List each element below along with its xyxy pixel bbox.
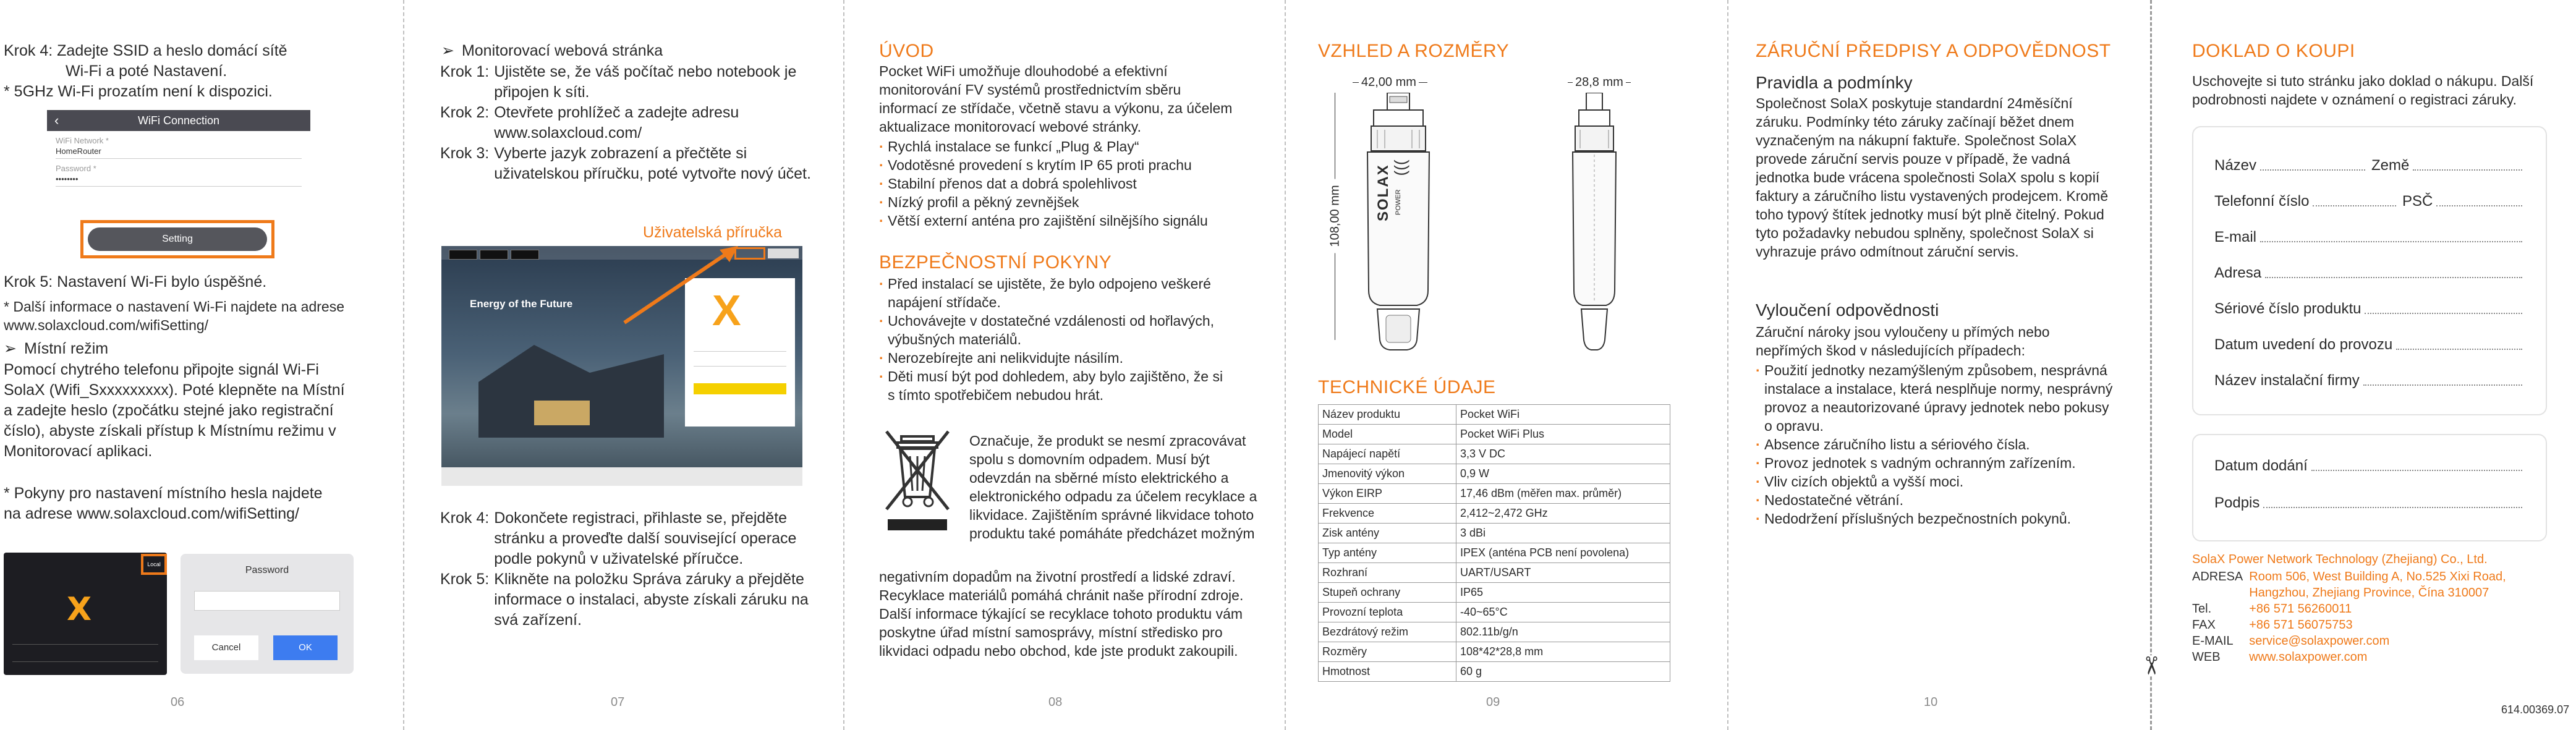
field-signature[interactable] [2214, 494, 2526, 512]
dim-width [1353, 75, 1427, 90]
spec-value: Pocket WiFi [1456, 405, 1670, 425]
fold-line [1285, 0, 1286, 730]
contact-label: FAX [2192, 618, 2216, 632]
page-number: 06 [171, 695, 185, 709]
contact-label: WEB [2192, 650, 2221, 664]
spec-row [1319, 583, 1670, 603]
page-11 [2192, 0, 2575, 730]
step-text: Ujistěte se, že váš počítač nebo notebook je připojen k síti. [494, 63, 797, 101]
delivery-form [2192, 434, 2547, 541]
spec-label: Typ antény [1319, 543, 1456, 563]
page-10 [1756, 0, 2127, 730]
spec-value: 802.11b/g/n [1456, 622, 1670, 642]
web-title [441, 41, 663, 61]
spec-value: IP65 [1456, 583, 1670, 603]
network-input[interactable]: HomeRouter [56, 145, 302, 159]
local-button[interactable]: Local [147, 561, 161, 567]
field-label: Název [2214, 157, 2257, 174]
field-label: Adresa [2214, 265, 2262, 281]
spec-row [1319, 484, 1670, 504]
exclusion-item: · Nedodržení příslušných bezpečnostních pokynů. [1756, 509, 2114, 528]
feature-item: · Rychlá instalace se funkcí „Plug & Play“ [879, 137, 1250, 156]
field-name[interactable] [2214, 157, 2369, 174]
spec-row [1319, 622, 1670, 642]
field-label: Datum dodání [2214, 457, 2308, 474]
field-label: PSČ [2402, 193, 2433, 210]
local-highlight [141, 554, 167, 575]
wifi-title-bar [47, 110, 310, 131]
contact-label: Tel. [2192, 602, 2212, 616]
spec-label: Model [1319, 425, 1456, 444]
spec-label: Rozměry [1319, 642, 1456, 662]
step-3 [440, 143, 811, 184]
weee-text-side: Označuje, že produkt se nesmí zpracovávat spolu s domovním odpadem. Musí být odevzdán na sběrné místo elektrického a elektronického odpadu za účelem recyklace a likvidace. Zajištěním správné likvidace tohoto produktu také pomáháte předcházet možným [969, 433, 1257, 541]
spec-row [1319, 425, 1670, 444]
field-zip[interactable] [2402, 193, 2526, 210]
dim-depth [1568, 75, 1631, 90]
step-2 [440, 103, 811, 143]
spec-value: 108*42*28,8 mm [1456, 642, 1670, 662]
field-phone[interactable] [2214, 193, 2400, 210]
step-4 [4, 41, 375, 102]
dialog-title: Password [245, 565, 289, 575]
spec-label: Frekvence [1319, 504, 1456, 524]
warranty-heading: ZÁRUČNÍ PŘEDPISY A ODPOVĚDNOST [1756, 41, 2111, 61]
app-screenshot [4, 553, 167, 675]
spec-label: Název produktu [1319, 405, 1456, 425]
scissors-icon: ✂ [2136, 655, 2164, 676]
spec-row [1319, 464, 1670, 484]
web-footer [441, 467, 802, 486]
spec-value: UART/USART [1456, 563, 1670, 583]
spec-label: Rozhraní [1319, 563, 1456, 583]
local-mode-note: * Pokyny pro nastavení místního hesla najdete na adrese www.solaxcloud.com/wifiSetting/ [4, 485, 323, 522]
step-label: Krok 3: [440, 145, 490, 162]
app-fields [12, 644, 158, 645]
fold-line [843, 0, 844, 730]
feature-item: · Vodotěsné provedení s krytím IP 65 proti prachu [879, 156, 1250, 174]
dim-width-value: 42,00 mm [1361, 75, 1416, 89]
fold-line [403, 0, 404, 730]
spec-value: 3,3 V DC [1456, 444, 1670, 464]
dim-height-value: 108,00 mm [1328, 179, 1343, 253]
doc-code: 614.00369.07 [2501, 703, 2570, 716]
field-label: Datum uvedení do provozu [2214, 336, 2393, 353]
contact-row [2192, 569, 2515, 601]
field-country[interactable] [2371, 157, 2526, 174]
safety-heading: BEZPEČNOSTNÍ POKYNY [879, 252, 1112, 273]
spec-label: Bezdrátový režim [1319, 622, 1456, 642]
note-5g: * 5GHz Wi-Fi prozatím není k dispozici. [4, 83, 273, 100]
spec-row [1319, 543, 1670, 563]
wifi-title: WiFi Connection [137, 114, 220, 127]
solax-logo-icon: X [712, 286, 741, 334]
exclusions-list [1756, 361, 2114, 528]
step-4-text: Krok 4: Zadejte SSID a heslo domácí sítě [4, 42, 287, 59]
web-login-button[interactable] [694, 383, 786, 394]
fold-line [1727, 0, 1728, 730]
network-label: WiFi Network * [56, 136, 109, 145]
spec-value: Pocket WiFi Plus [1456, 425, 1670, 444]
spec-value: 0,9 W [1456, 464, 1670, 484]
step-text: Dokončete registraci, přihlaste se, přejděte stránku a proveďte další související operace podle pokynů v uživatelské příručce. [494, 509, 797, 567]
exclusion-item: · Provoz jednotek s vadným ochranným zařízením. [1756, 454, 2114, 472]
steps-after [440, 508, 811, 630]
feature-item: · Nízký profil a pěkný zevnějšek [879, 193, 1250, 211]
purchase-intro: Uschovejte si tuto stránku jako doklad o nákupu. Další podrobnosti najdete v oznámení o registraci záruky. [2192, 73, 2534, 108]
local-mode-title [4, 339, 108, 359]
page-number: 10 [1924, 695, 1938, 709]
contact-table [2192, 569, 2515, 665]
dim-height [1325, 93, 1344, 340]
field-email[interactable] [2214, 229, 2526, 246]
page-09 [1318, 0, 1701, 730]
spec-label: Napájecí napětí [1319, 444, 1456, 464]
company-name: SolaX Power Network Technology (Zhejiang) Co., Ltd. [2192, 553, 2488, 566]
step-label: Krok 2: [440, 104, 490, 121]
contact-row [2192, 649, 2515, 665]
spec-label: Stupeň ochrany [1319, 583, 1456, 603]
more-info: * Další informace o nastavení Wi-Fi najdete na adrese www.solaxcloud.com/wifiSetting/ [4, 299, 344, 333]
device-side-view [1565, 93, 1627, 352]
field-commission-date[interactable] [2214, 336, 2526, 354]
password-input[interactable]: •••••••• [56, 173, 302, 187]
contact-value: Room 506, West Building A, No.525 Xixi Road, Hangzhou, Zhejiang Province, Čína 310007 [2249, 570, 2506, 600]
exclusion-item: · Vliv cizích objektů a vyšší moci. [1756, 472, 2114, 491]
contact-row [2192, 633, 2515, 649]
spec-table [1318, 404, 1670, 682]
field-label: Sériové číslo produktu [2214, 300, 2361, 317]
spec-label: Jmenovitý výkon [1319, 464, 1456, 484]
spec-value: 17,46 dBm (měřen max. průměr) [1456, 484, 1670, 504]
step-text: Otevřete prohlížeč a zadejte adresu www.solaxcloud.com/ [494, 104, 739, 142]
safety-list [879, 274, 1225, 404]
step-4-cont: Wi-Fi a poté Nastavení. [66, 62, 227, 80]
wifi-connection-screenshot [47, 110, 310, 266]
web-hero-text: Energy of the Future [470, 298, 573, 310]
setting-button[interactable]: Setting [88, 227, 267, 251]
contact-row [2192, 617, 2515, 633]
house-window [534, 401, 590, 425]
spec-row [1319, 642, 1670, 662]
step-text: Klikněte na položku Správa záruky a přejděte informace o instalaci, abyste získali záruku na svá zařízení. [494, 571, 809, 629]
spec-label: Zisk antény [1319, 524, 1456, 543]
field-label: Země [2371, 157, 2410, 174]
step-5: Krok 5: Nastavení Wi-Fi bylo úspěšné. [4, 273, 267, 291]
spec-row [1319, 405, 1670, 425]
field-address[interactable] [2214, 265, 2526, 282]
back-icon[interactable]: ‹ [54, 112, 59, 128]
contact-label: E-MAIL [2192, 634, 2234, 648]
spec-row [1319, 524, 1670, 543]
exclusion-item: · Nedostatečné větrání. [1756, 491, 2114, 509]
step-5 [440, 569, 811, 630]
field-installer[interactable] [2214, 372, 2526, 389]
appearance-heading: VZHLED A ROZMĚRY [1318, 41, 1510, 61]
app-fields-2 [12, 661, 158, 662]
safety-item: · Děti musí být pod dohledem, aby bylo zajištěno, že si s tímto spotřebičem nebudou hrát. [879, 367, 1225, 404]
cut-line [2150, 0, 2152, 730]
dialog-password-input[interactable] [194, 591, 340, 611]
safety-item: · Před instalací se ujistěte, že bylo odpojeno veškeré napájení střídače. [879, 274, 1225, 312]
exclusion-item: · Absence záručního listu a sériového čísla. [1756, 435, 2114, 454]
spec-row [1319, 662, 1670, 682]
spec-value: 2,412~2,472 GHz [1456, 504, 1670, 524]
weee-text-full: negativním dopadům na životní prostředí a lidské zdraví. Recyklace materiálů pomáhá chránit naše přírodní zdroje. Další informace týkající se recyklace tohoto produktu vám poskytne úřad místní samosprávy, místní středisko pro likvidaci odpadu nebo obchod, kde jste produkt zakoupili. [879, 569, 1244, 659]
exclusion-item: · Použití jednotky nezamýšleným způsobem, nesprávná instalace a instalace, která nesplňuje normy, nesprávný provoz a neautorizované úpravy jednotek nebo pokusy o opravu. [1756, 361, 2114, 435]
step-1 [440, 62, 811, 103]
page-number: 08 [1048, 695, 1063, 709]
device-sub: POWER [1395, 189, 1402, 215]
spec-value: IPEX (anténa PCB není povolena) [1456, 543, 1670, 563]
spec-value: 60 g [1456, 662, 1670, 682]
intro-text: Pocket WiFi umožňuje dlouhodobé a efektivní monitorování FV systémů prostřednictvím sběru informací ze střídače, včetně stavu a výkonu, za účelem aktualizace monitorovací webové stránky. [879, 63, 1233, 135]
feature-item: · Větší externí anténa pro zajištění silnějšího signálu [879, 211, 1250, 230]
contact-value[interactable]: www.solaxpower.com [2249, 650, 2368, 664]
web-store-buttons [449, 250, 539, 260]
spec-value: -40~65°C [1456, 603, 1670, 622]
contact-value: +86 571 56260011 [2249, 602, 2352, 616]
dim-depth-value: 28,8 mm [1575, 75, 1623, 89]
step-text: Vyberte jazyk zobrazení a přečtěte si uživatelskou příručku, poté vytvořte nový účet. [494, 145, 811, 182]
step-label: Krok 1: [440, 63, 490, 80]
contact-value: +86 571 56075753 [2249, 618, 2353, 632]
field-delivery-date[interactable] [2214, 457, 2526, 475]
purchase-heading: DOKLAD O KOUPI [2192, 41, 2355, 61]
page-number: 07 [611, 695, 625, 709]
liability-text: Záruční nároky jsou vyloučeny u přímých nebo nepřímých škod v následujících případech: [1756, 324, 2050, 359]
page-number: 09 [1486, 695, 1500, 709]
web-login-btn[interactable] [768, 248, 799, 258]
local-mode-text: Pomocí chytrého telefonu připojte signál Wi-Fi SolaX (Wifi_Sxxxxxxxxx). Poté klepněte na Místní a zadejte heslo (zpočátku stejné jako registrační číslo), abyste získali přístup k Místnímu režimu v Monitorovací aplikaci. [4, 361, 345, 460]
step-4 [440, 508, 811, 569]
step-label: Krok 4: [440, 509, 490, 527]
field-label: Název instalační firmy [2214, 372, 2360, 389]
features-list [879, 137, 1250, 230]
local-mode-title-text: ➢ Místní režim [4, 340, 108, 357]
spec-row [1319, 563, 1670, 583]
spec-label: Hmotnost [1319, 662, 1456, 682]
page-08 [878, 0, 1261, 730]
spec-value: 3 dBi [1456, 524, 1670, 543]
web-title-text: ➢ Monitorovací webová stránka [441, 42, 663, 59]
contact-label: ADRESA [2192, 570, 2243, 584]
solax-logo-icon: X [67, 591, 92, 628]
step-label: Krok 5: [440, 571, 490, 588]
wifi-signal-icon: ))) [1393, 159, 1413, 176]
setting-highlight [80, 220, 274, 258]
steps-before [440, 62, 811, 184]
safety-item: · Uchovávejte v dostatečné vzdálenosti od hořlavých, výbušných materiálů. [879, 312, 1225, 349]
weee-bin-icon [883, 429, 952, 534]
dialog-cancel-button[interactable]: Cancel [194, 635, 258, 660]
tech-heading: TECHNICKÉ ÚDAJE [1318, 377, 1496, 397]
spec-row [1319, 603, 1670, 622]
liability-subheading: Vyloučení odpovědnosti [1756, 300, 1939, 320]
spec-label: Výkon EIRP [1319, 484, 1456, 504]
dialog-ok-button[interactable]: OK [273, 635, 338, 660]
manual-callout: Uživatelská příručka [643, 224, 783, 241]
password-label: Password * [56, 164, 96, 173]
spec-row [1319, 444, 1670, 464]
pointer-arrow [618, 241, 742, 328]
feature-item: · Stabilní přenos dat a dobrá spolehlivost [879, 174, 1250, 193]
field-serial[interactable] [2214, 300, 2526, 318]
field-label: Telefonní číslo [2214, 193, 2310, 210]
field-label: Podpis [2214, 494, 2260, 511]
device-brand: SOLAX [1375, 164, 1392, 221]
intro-heading: ÚVOD [879, 41, 934, 61]
spec-label: Provozní teplota [1319, 603, 1456, 622]
device-front-view [1355, 93, 1442, 352]
contact-row [2192, 601, 2515, 617]
spec-row [1319, 504, 1670, 524]
safety-item: · Nerozebírejte ani nelikvidujte násilím. [879, 349, 1225, 367]
contact-value[interactable]: service@solaxpower.com [2249, 634, 2390, 648]
page-07 [433, 0, 816, 730]
rules-text: Společnost SolaX poskytuje standardní 24měsíční záruku. Podmínky této záruky začínají běžet dnem vyznačeným na nákupní faktuře. Společnost SolaX provede záruční servis pouze v případě, že vadná jednotka bude vrácena společnosti SolaX spolu s kopií faktury a záručního listu vystavených prodejcem. Kromě toho typový štítek jednotky musí být plně čitelný. Pokud tyto požadavky nebudou splněny, společnost SolaX si vyhrazuje právo odmítnout záruční servis. [1756, 95, 2109, 260]
page-06 [0, 0, 383, 730]
rules-subheading: Pravidla a podmínky [1756, 73, 1913, 92]
field-label: E-mail [2214, 229, 2257, 245]
password-dialog [181, 554, 354, 674]
